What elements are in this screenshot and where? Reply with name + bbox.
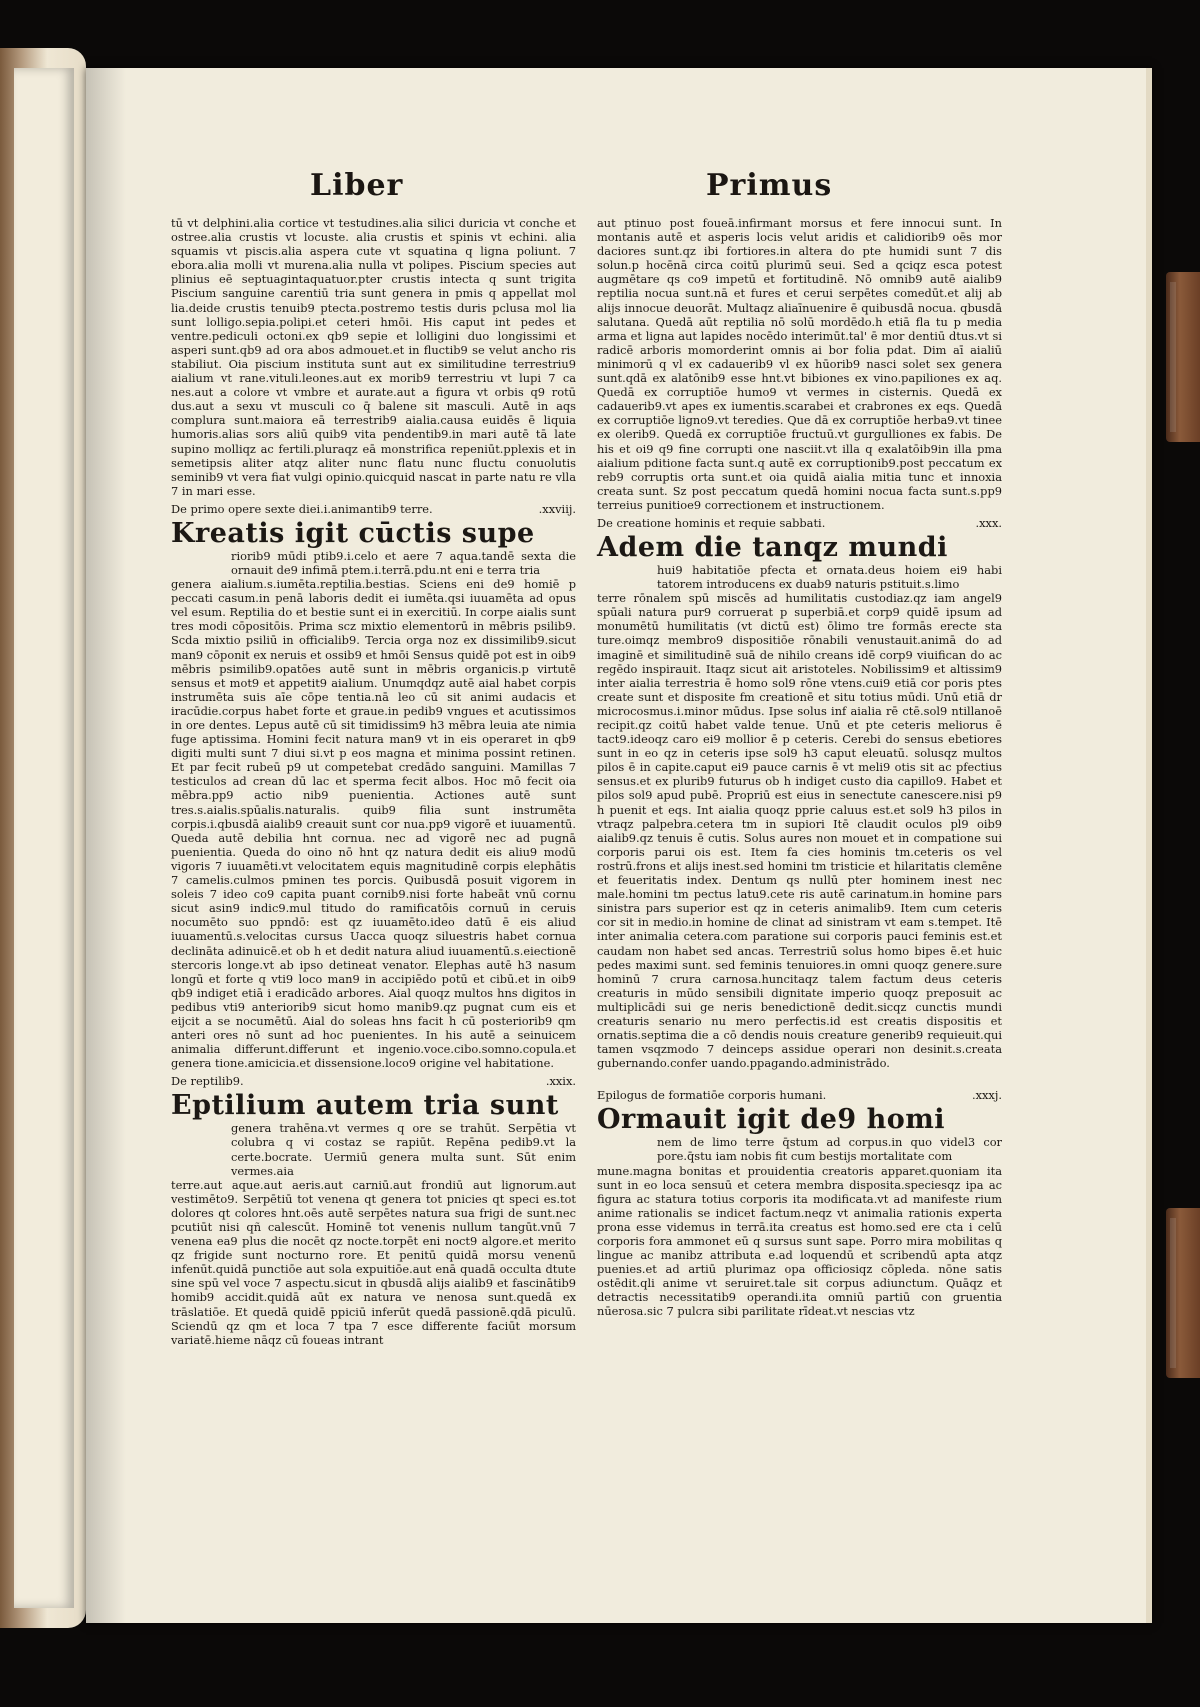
paragraph: terre rōnalem spū miscēs ad humilitatis custodiaz.qz iam angel9 spūali natura pur9 corruerat p superbiā.et corp9 quidē ipsum ad monumētū humilitatis (vt dictū est) ōlimo tre formās erecte sta ture.oimqz membro9 dispositiōe rōnabili venustauit.animā do ad imaginē et similitudinē suā de nihilo creans idē corp9 viuifican do ac regēdo inspirauit. Itaqz sicut ait aristoteles. Nobilissim9 et altissim9 inter aialia terrestria ē homo sol9 rōne vtens.cui9 etiā cor poris ptes create sunt et disposite fm creationē et situ totius mūdi. Unū etiā dr microcosmus.i.minor mūdus. Ipse solus inf aialia rē ctē.sol9 ntillanoē recipit.qz coitū habet valde tenue. Unū et pte ceteris meliorus ē tact9.ideoqz caro ei9 mollior ē p ceteris. Cerebi do sensus ebetiores sunt in eo qz in ceteris ipse sol9 h3 caput eleuatū. solusqz multos pilos ē in capite.caput ei9 pauce carnis ē vt meli9 otis sit ac pfectius sensus.et ex plurib9 futurus ob h indiget custo dia capillo9. Habet et pilos sol9 apud pubē. Propriū est eius in senectute canescere.nisi p9 h puenit et eqs. Int aialia quoqz pprie caluus est.et sol9 h3 pilos in vtraqz palpebra.cetera tm in supiori Itē claudit oculos pl9 oib9 aialib9.qz tenuis ē cutis. Solus aures non mouet et in compatione sui corporis parui ois est. Item fa cies hominis tm.ceteris os vel rostrū.frons et alijs inest.sed homini tm tristicie et hilaritatis clemēne et feueritatis index. Dentum qs nullū pter hominem inest nec male.homini tm pectus latu9.cete ris autē carinatum.in homine pars sinistra pars superior est qz in ceteris animalib9. Item cum ceteris cor sit in medio.in homine de clinat ad sinistram vt eam s.tempet. Itē inter animalia cetera.com paratione sui corporis pauci feminis est.et caudam non habet sed ancas. Terrestriū solus homo bipes ē.et huic pedes maximi sunt. sed feminis tenuiores.in omni quoqz genere.sure hominū 7 crura carnosa.huncitaqz talem factum deus ceteris creaturis in mūdo sensibili dignitate imperio quoqz preposuit ac multiplicādi sui ge neris benedictionē dedit.sicqz cunctis mundi creaturis senario nu mero perfectis.id est creatis dispositis et ornatis.septima die a cō dendis nouis creature generib9 requieuit.qui tamen vsqzmodo 7 deinceps assidue operari non desinit.s.creata gubernando.confer uando.ppagando.administrādo. xyxy=(597,591,1002,1071)
binding-clasp-bottom xyxy=(1166,1208,1200,1378)
paragraph: tū vt delphini.alia cortice vt testudines.alia silici duricia vt conche et ostree.alia crustis vt locuste. alia crustis et spinis vt echini. alia squamis vt piscis.alia aspera cute vt squatina q ligna poliunt. 7 ebora.alia molli vt murena.alia nulla vt polipes. Piscium species aut plinius eē septuagintaquatuor.pter crustis intecta q sunt trigita Piscium sanguine carentiū tria sunt genera in pmis q appellat mol lia.deide crustis tenuib9 ptecta.postremo testis duris pclusa mol lia sunt lolligo.sepia.polipi.et ceteri hmōi. His caput int pedes et ventre.pediculi octoni.ex qb9 sepie et lolligini duo longissimi et asperi sunt.qb9 ad ora abos admouet.et in fluctib9 se velut ancho ris stabiliut. Oia piscium instituta sunt aut ex similitudine terrestriu9 aialium vt rane.vituli.leones.aut ex morib9 terrestriu vt lupi 7 ca nes.aut a colore vt vmbre et aurate.aut a figura vt orbis q9 rotū dus.aut a sexu vt musculi co q̄ balene sit masculi. Autē in aqs complura sunt.maiora eā terrestrib9 aialia.causa euidēs ē liquia humoris.alias sors aliū quib9 vita pendentib9.in mari autē tā late supino molliqz ac fertili.pluraqz eā monstrifica repeniūt.pplexis et in semetipsis aliter atqz aliter nunc flatu nunc fluctu conuolutis seminib9 vt vera fiat vulgi opinio.quicquid nascat in parte natu re vlla 7 in mari esse. xyxy=(171,216,576,498)
chapter-title: Epilogus de formatiōe corporis humani. xyxy=(597,1088,827,1103)
paragraph: aut ptinuo post foueā.infirmant morsus et fere innocui sunt. In montanis autē et asperis locis velut aridis et calidiorib9 oēs mor daciores sunt.qz ibi fortiores.in altera do pte humidi sunt 7 dis solun.p hocēnā circa coitū plurimū seui. Sed a qciqz esca potest augmētare qs co9 impetū et fortitudinē. Nō omnib9 autē aialib9 reptilia nocua sunt.nā et fures et cerui serpētes comedūt.et alij ab alijs innocue deuorāt. Multaqz aliaīnuenire ē quibusdā nocua. qbusdā salutana. Quedā aūt reptilia nō solū mordēdo.h etiā fla tu p media arma et ligna aut lapides nocēdo interimūt.tal' ē mor dentiū dtus.vt si radicē arboris momorderint omnis ai bor folia pdat. Dim aī aialiū minimorū q vl ex cadauerib9 vl ex hūorib9 nasci solet sex genera sunt.qdā ex alatōnib9 esse hnt.vt bibiones ex vino.papiliones ex aq. Quedā ex corruptiōe humo9 vt vermes in cisternis. Quedā ex cadauerib9.vt apes ex iumentis.scarabei et crabrones ex eqs. Quedā ex corruptiōe ligno9.vt teredies. Que dā ex corruptiōe herba9.vt tinee ex olerib9. Quedā ex corruptiōe fructuū.vt gurgulliones ex fabis. De his et oi9 q9 fine corrupti one nasciit.vt illa q exalatōib9in illa pma aialium pditione facta sunt.q autē ex corruptionib9.post peccatum ex reb9 corruptis orta sunt.et oia quidā aialia mitia tunc et innoxia creata sunt. Sz post peccatum quedā homini nocua facta sunt.s.pp9 terreius punitioe9 correctionem et instructionem. xyxy=(597,216,1002,512)
facing-page-strip xyxy=(14,68,74,1608)
spacer xyxy=(597,1070,1002,1084)
right-text-column xyxy=(597,216,1002,1319)
chapter-indented-text: nem de limo terre q̄stum ad corpus.in quo videl3 cor pore.q̄stu iam nobis fit cum bestijs mortalitate com xyxy=(657,1135,1002,1164)
left-text-column xyxy=(171,216,576,1347)
chapter-title: De primo opere sexte diei.i.animantib9 terre. xyxy=(171,501,433,516)
chapter-number: .xxviij. xyxy=(538,501,576,516)
chapter-indented-text: riorib9 mūdi ptib9.i.celo et aere 7 aqua.tandē sexta die ornauit de9 infimā ptem.i.terrā.pdu.nt eni e terra tria xyxy=(231,548,576,577)
running-head-left: Liber xyxy=(310,168,404,203)
chapter-number: .xxx. xyxy=(975,515,1002,530)
chapter-opening-line: Eptilium autem tria sunt xyxy=(171,1090,559,1122)
chapter-indented-text: hui9 habitatiōe pfecta et ornata.deus hoiem ei9 habi tatorem introducens ex duab9 naturis pstituit.s.limo xyxy=(657,562,1002,592)
running-head-right: Primus xyxy=(706,168,833,203)
chapter-opening-line: Ormauit igit de9 homi xyxy=(597,1104,946,1136)
chapter-heading xyxy=(597,1088,1002,1103)
chapter-title: De reptilib9. xyxy=(171,1074,244,1089)
chapter-indented-text: genera trahēna.vt vermes q ore se trahūt. Serpētia vt colubra q vi costaz se rapiūt. Repēna pedib9.vt la certe.bocrate. Uermiū genera multa sunt. Sūt enim vermes.aia xyxy=(231,1121,576,1178)
chapter-number: .xxxj. xyxy=(971,1088,1002,1103)
chapter-heading xyxy=(171,1074,576,1089)
paragraph: genera aialium.s.iumēta.reptilia.bestias. Sciens eni de9 homiē p peccati casum.in penā laboris dedit ei iumēta.qsi iuuamēta ad opus vel esum. Reptilia do et bestie sunt ei in exercitiū. In corpe aialis sunt tres modi cōpositōis. Prima scz mixtio elementorū in mēbris psilib9. Scda mixtio psiliū in officialib9. Tercia orga noz ex dissimilib9.sicut man9 cōponit ex neruis et ossib9 et hmōi Sensus quidē pot est in oib9 mēbris psimilib9.opatōes autē sunt in mēbris organicis.p virtutē sensus et mot9 et appetit9 aialium. Unumqdqz autē aial habet corpis instrumēta suis aīe cōpe tentia.nā leo cū sit animi audacis et iracūdie.corpus habet forte et graue.in pedib9 vngues et acutissimos in ore dentes. Lepus autē cū sit timidissim9 h3 mēbra leuia ate nimia fuge aptissima. Homini fecit natura man9 vt in eis operaret in qb9 digiti multi sunt 7 diui si.vt p eos magna et minima possint retinen. Et par fecit rubeū p9 ut competebat credādo sanguini. Mamillas 7 testiculos ad crean dū lac et sperma fecit albos. Hoc mō fecit oia mēbra.pp9 actio nib9 puenientia. Actiones autē sunt tres.s.aialis.spūalis.naturalis. quib9 filia sunt instrumēta corpis.i.qbusdā aialib9 creauit sunt cor nua.pp9 vigorē et iuuamentū. Queda autē debilia hnt cornua. nec ad vigorē nec ad pugnā puenientia. Queda do oino nō hnt qz natura dedit eis aliu9 modū vigoris 7 iuuamēti.vt velocitatem equis magnitudinē corpis elephātis 7 camelis.culmos pminen tes porcis. Quibusdā posuit vigorem in soleis 7 ideo co9 capita puant cornib9.nisi forte habeāt vnū cornu sicut asin9 indic9.mul titudo do ramificatōis cornuū in ceruis nocumēto suo ppndō: est qz iuuamēto.ideo datū ē eis aliud iuuamentū.s.velocitas cursus Uacca quoqz siluestris habet cornua declināta adinuicē.et ob h et dedit natura aliud iuuamentū.s.eiectionē stercoris longe.vt ab ipso detineat venator. Elephas autē h3 nasum longū et forte q vti9 loco man9 in accipiēdo potū et cibū.et in oib9 qb9 indiget etiā i eradicādo arbores. Aial quoqz multos hns digitos in pedibus vti9 anteriorib9 sicut homo manib9.qz pugnat cum eis et eijcit a se nocumētū. Aial do soleas hns facit h cū posteriorib9 qm anteri ores nō sunt ad hoc puenientes. In his autē a seinuicem animalia differunt.differunt et ingenio.voce.cibo.somno.copula.et genera tione.amicicia.et dissensione.loco9 origine vel habitatione. xyxy=(171,577,576,1071)
facing-page-edge xyxy=(0,48,86,1628)
paragraph: terre.aut aque.aut aeris.aut carniū.aut frondiū aut lignorum.aut vestimēto9. Serpētiū tot venena qt genera tot pnicies qt speci es.tot dolores qt colores hnt.oēs autē serpētes natura sua frigi de sunt.nec pcutiūt nisi qñ calescūt. Hominē tot venenis nullum tangūt.vnū 7 venena ea9 plus die nocēt qz nocte.torpēt eni noct9 algore.et merito qz frigide sunt nocturno rore. Et penitū quidā morsu venenū infenūt.quidā punctiōe aut sola expuitiōe.aut enā quadā occulta dtute sine spū vel voce 7 aspectu.sicut in qbusdā alijs aialib9 et fascinātib9 homib9 accidit.quidā aūt ex natura ve nenosa sunt.quedā ex trāslatiōe. Et quedā quidē ppiciū inferūt quedā passionē.qdā piculū. Sciendū qz qm et loca 7 tpa 7 esce differente faciūt morsum variatē.hieme nāqz cū foueas intrant xyxy=(171,1177,576,1347)
binding-clasp-top xyxy=(1166,272,1200,442)
chapter-opening-line: Kreatis igit cūctis supe xyxy=(171,517,535,549)
chapter-heading xyxy=(597,516,1002,531)
paragraph: mune.magna bonitas et prouidentia creatoris apparet.quoniam ita sunt in eo loca sensuū et cetera membra disposita.speciesqz ipa ac figura ac statura totius corporis ita modificata.vt ad manifeste rium anime rationalis se indicet factum.neqz vt animalia rationis experta prona esse videmus in terrā.ita creatus est homo.sed ere cta i celū corporis fora ammonet eū q sursus sunt sape. Porro mira mobilitas q lingue ac manibz attributa e.ad loquendū et scribendū apta atqz puenies.et ad artiū plurimaz opa officiosiqz cōpleda. nōne satis ostēdit.qli anime vt seruiret.tale sit corpus adiunctum. Quāqz et detractis necessitatib9 operandi.ita omniū partiū con gruentia nūerosa.sic 7 pulcra sibi parilitate rīdeat.vt nescias vtz xyxy=(597,1163,1002,1319)
chapter-opening-line: Adem die tanqz mundi xyxy=(597,531,948,563)
chapter-heading xyxy=(171,502,576,517)
chapter-title: De creatione hominis et requie sabbati. xyxy=(597,515,826,530)
chapter-number: .xxix. xyxy=(545,1074,576,1089)
